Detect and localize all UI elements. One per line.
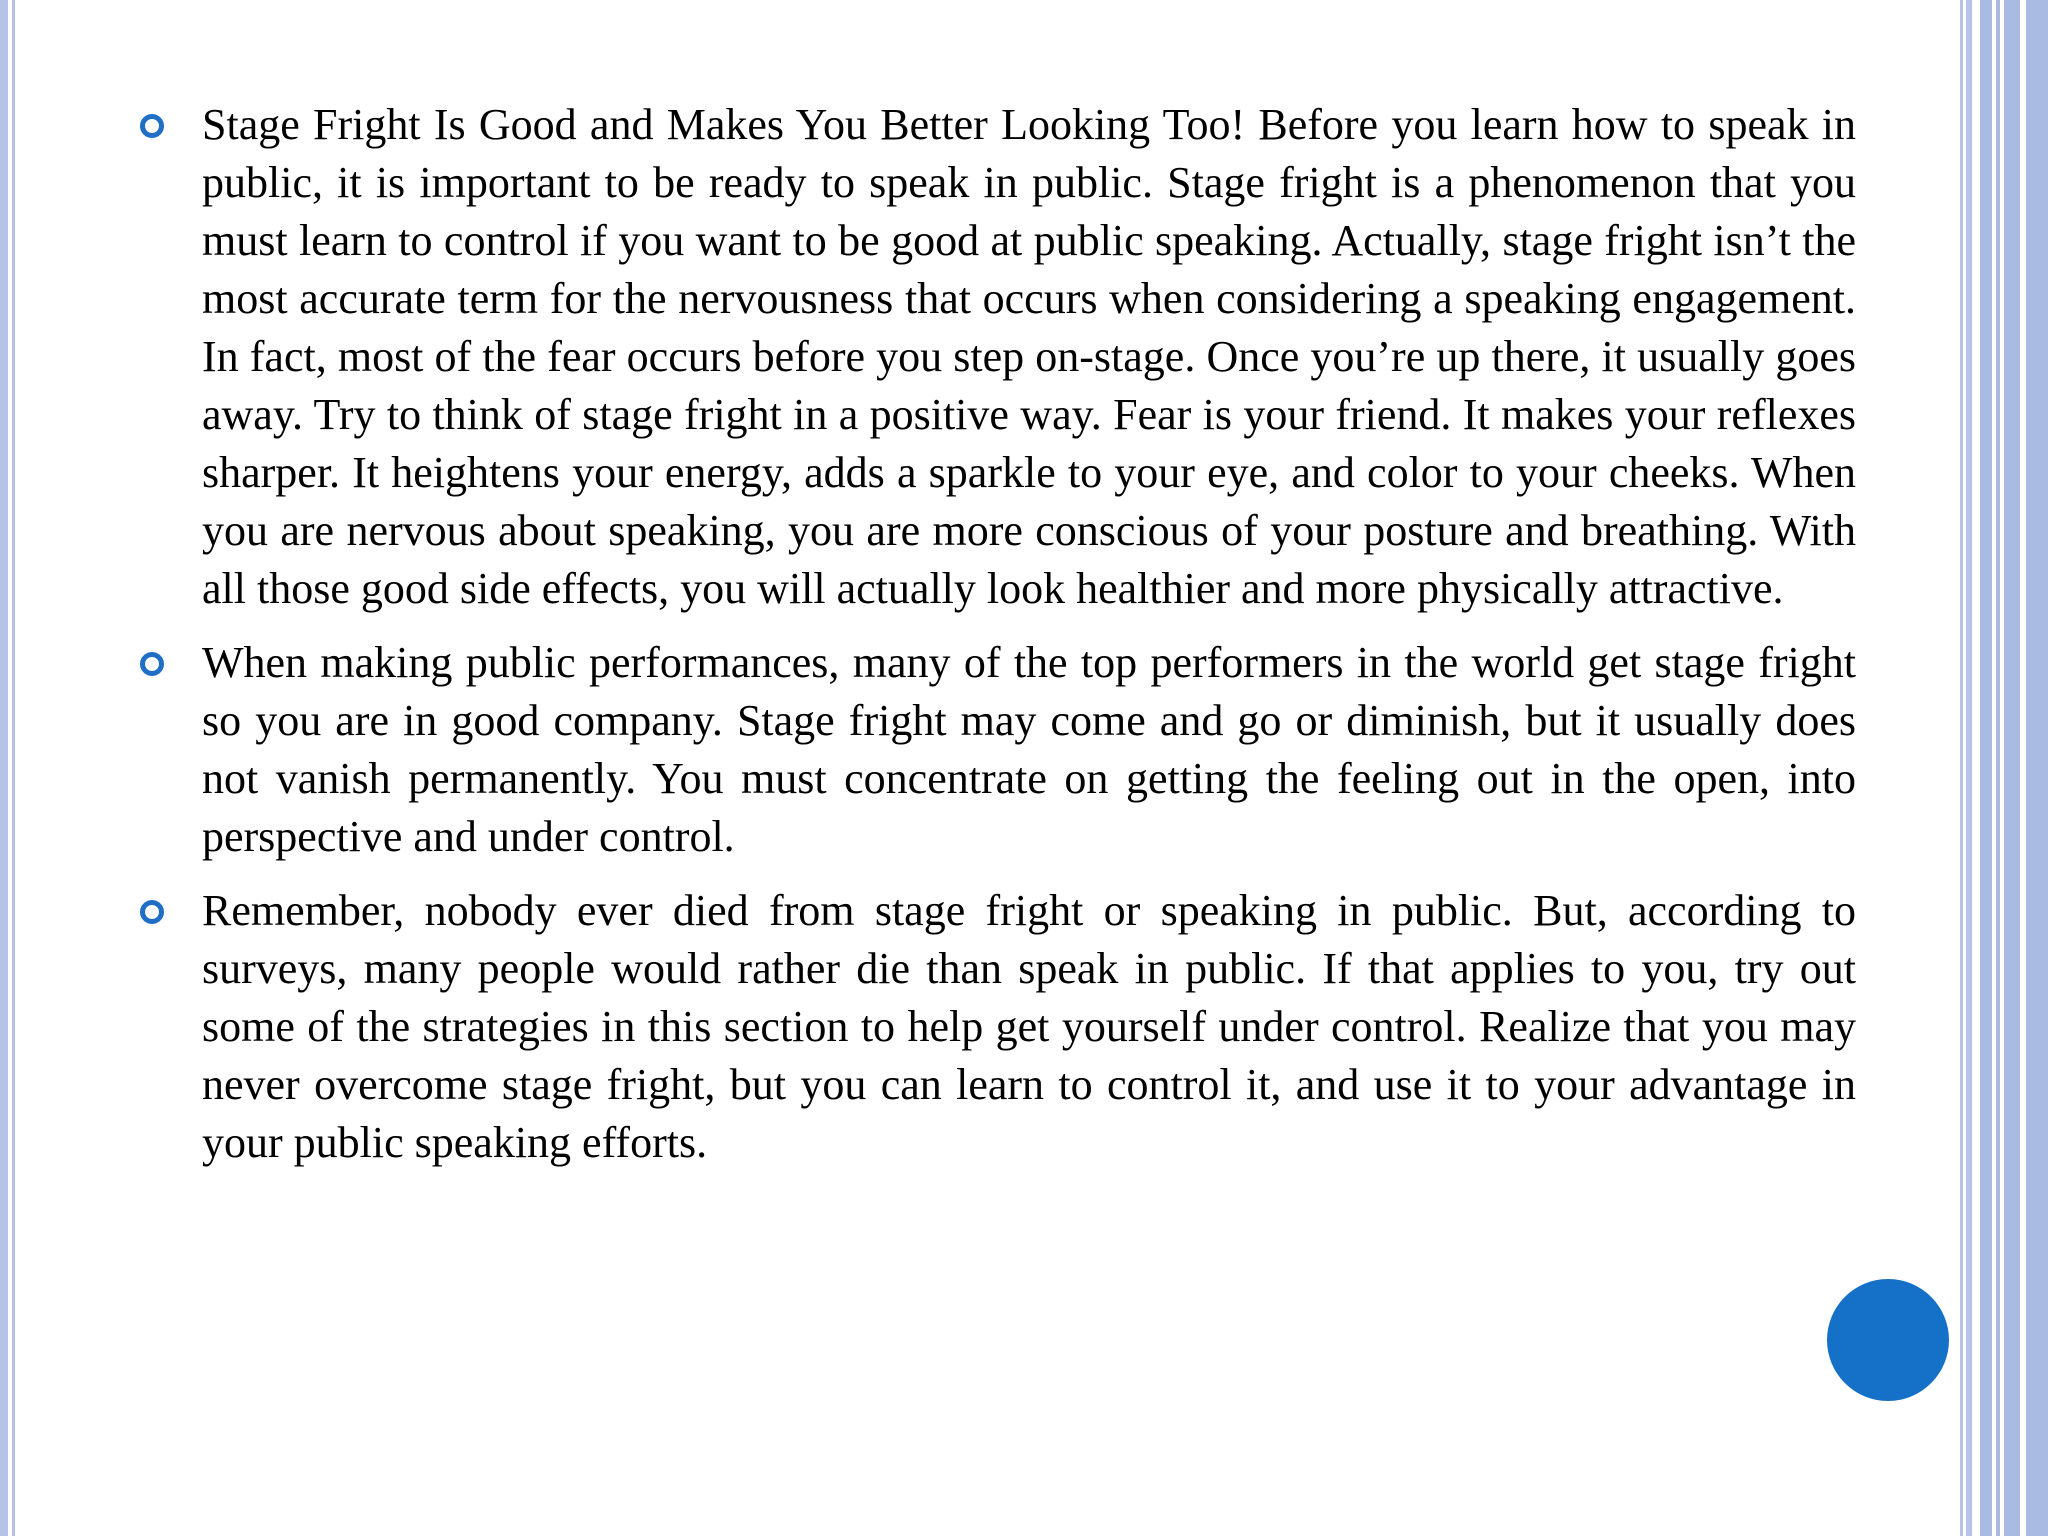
bullet-text: When making public performances, many of the top performers in the world get stage fright so you are in good company. Stage fright may come and go or diminish, but it usually does not vanish permanently. You must concentrate on getting the feeling out in the open, into perspective and under control. <box>202 638 1856 861</box>
right-border-bar <box>1966 0 1972 1536</box>
bullet-item <box>140 634 1856 866</box>
left-border-line <box>0 0 8 1536</box>
right-border-bar <box>2004 0 2020 1536</box>
bullet-text: Remember, nobody ever died from stage fright or speaking in public. But, according to surveys, many people would rather die than speak in public. If that applies to you, try out some of the strategies in this section to help get yourself under control. Realize that you may never overcome stage fright, but you can learn to control it, and use it to your advantage in your public speaking efforts. <box>202 886 1856 1167</box>
circle-bullet-icon <box>140 652 164 676</box>
bullet-text: Stage Fright Is Good and Makes You Better Looking Too! Before you learn how to speak in public, it is important to be ready to speak in public. Stage fright is a phenomenon that you must learn to control if you want to be good at public speaking. Actually, stage fright isn’t the most accurate term for the nervousness that occurs when considering a speaking engagement. In fact, most of the fear occurs before you step on-stage. Once you’re up there, it usually goes away. Try to think of stage fright in a positive way. Fear is your friend. It makes your reflexes sharper. It heightens your energy, adds a sparkle to your eye, and color to your cheeks. When you are nervous about speaking, you are more conscious of your posture and breathing. With all those good side effects, you will actually look healthier and more physically attractive. <box>202 100 1856 613</box>
bullet-item <box>140 882 1856 1172</box>
circle-bullet-icon <box>140 900 164 924</box>
slide-body <box>140 96 1856 1188</box>
bullet-item <box>140 96 1856 618</box>
right-border-bar <box>2026 0 2048 1536</box>
left-border-line-thin <box>12 0 15 1536</box>
right-border-bar <box>1980 0 1992 1536</box>
circle-bullet-icon <box>140 114 164 138</box>
accent-circle-icon <box>1827 1279 1949 1401</box>
right-border-bar <box>1996 0 2000 1536</box>
right-border-bar <box>1960 0 1963 1536</box>
